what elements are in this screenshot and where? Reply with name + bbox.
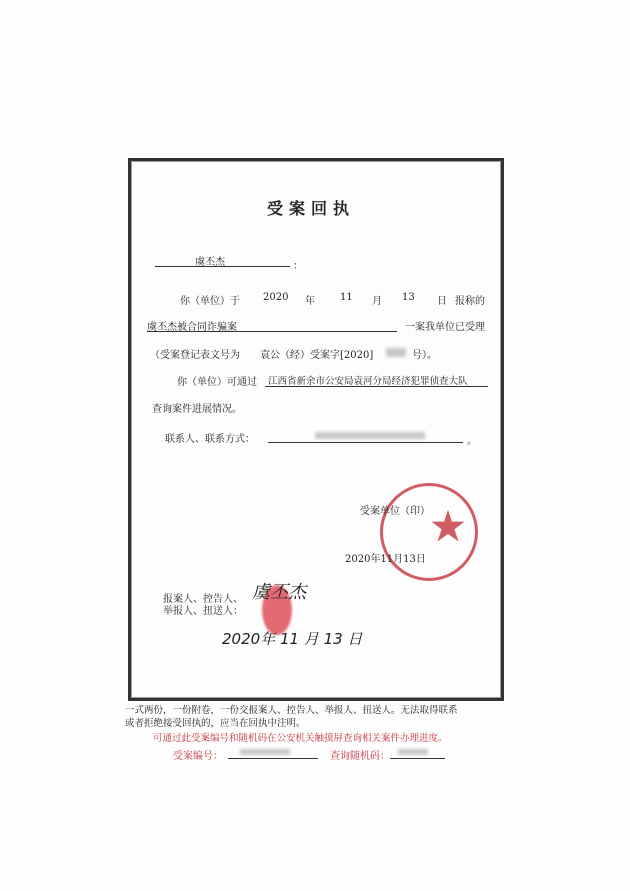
- report-year: 2020: [263, 292, 289, 303]
- recipient-name: 虞丕杰: [195, 257, 225, 268]
- query-prefix: 你（单位）可通过: [177, 377, 257, 388]
- query-unit: 江西省新余市公安局袁河分局经济犯罪侦查大队: [268, 376, 468, 387]
- random-code-label: 查询随机码：: [330, 751, 390, 762]
- case-accepted: 一案我单位已受理: [405, 322, 485, 333]
- redacted-case-no: [240, 749, 290, 755]
- unit-underline: [265, 386, 488, 387]
- year-unit: 年: [305, 296, 315, 307]
- case-name: 虞丕杰被合同诈骗案: [147, 322, 237, 333]
- redacted-contact: [315, 432, 425, 439]
- line1-suffix: 报称的: [455, 296, 485, 307]
- case-underline: [147, 331, 397, 332]
- day-unit: 日: [437, 296, 447, 307]
- redacted-number: [386, 348, 406, 357]
- random-code-underline: [390, 758, 445, 759]
- stamp-label: 受案单位（印）: [360, 506, 430, 517]
- sign-date: 2020年 11 月 13 日: [222, 630, 363, 648]
- stamp-date: 2020年11月13日: [345, 554, 426, 565]
- contact-end: 。: [467, 436, 477, 447]
- signature: 虞丕杰: [252, 582, 306, 603]
- contact-underline: [268, 442, 463, 443]
- report-day: 13: [402, 292, 415, 303]
- contact-label: 联系人、联系方式：: [165, 434, 255, 445]
- case-no-label: 受案编号：: [173, 751, 223, 762]
- colon: ：: [293, 261, 303, 272]
- reg-suffix: 号）。: [412, 350, 437, 361]
- case-no-underline: [228, 758, 318, 759]
- reg-prefix: （受案登记表文号为: [150, 350, 240, 361]
- query-suffix: 查询案件进展情况。: [152, 404, 242, 415]
- line1-prefix: 你（单位）于: [180, 296, 240, 307]
- document-title: 受案回执: [267, 199, 356, 218]
- reporter-label-2: 举报人、扭送人：: [163, 606, 243, 617]
- seal-star-icon: [430, 508, 466, 544]
- note-red: 可通过此受案编号和随机码在公安机关触摸屏查询相关案件办理进度。: [153, 733, 448, 744]
- note-line-2: 或者拒绝接受回执的，应当在回执中注明。: [125, 718, 306, 729]
- reg-number: 袁公（经）受案字[2020]: [260, 350, 374, 361]
- recipient-underline: [155, 266, 290, 267]
- note-line-1: 一式两份，一份附卷，一份交报案人、控告人、举报人、扭送人。无法取得联系: [125, 705, 458, 716]
- month-unit: 月: [372, 296, 382, 307]
- reporter-label-1: 报案人、控告人、: [163, 594, 243, 605]
- redacted-random-code: [398, 749, 428, 755]
- report-month: 11: [340, 292, 353, 303]
